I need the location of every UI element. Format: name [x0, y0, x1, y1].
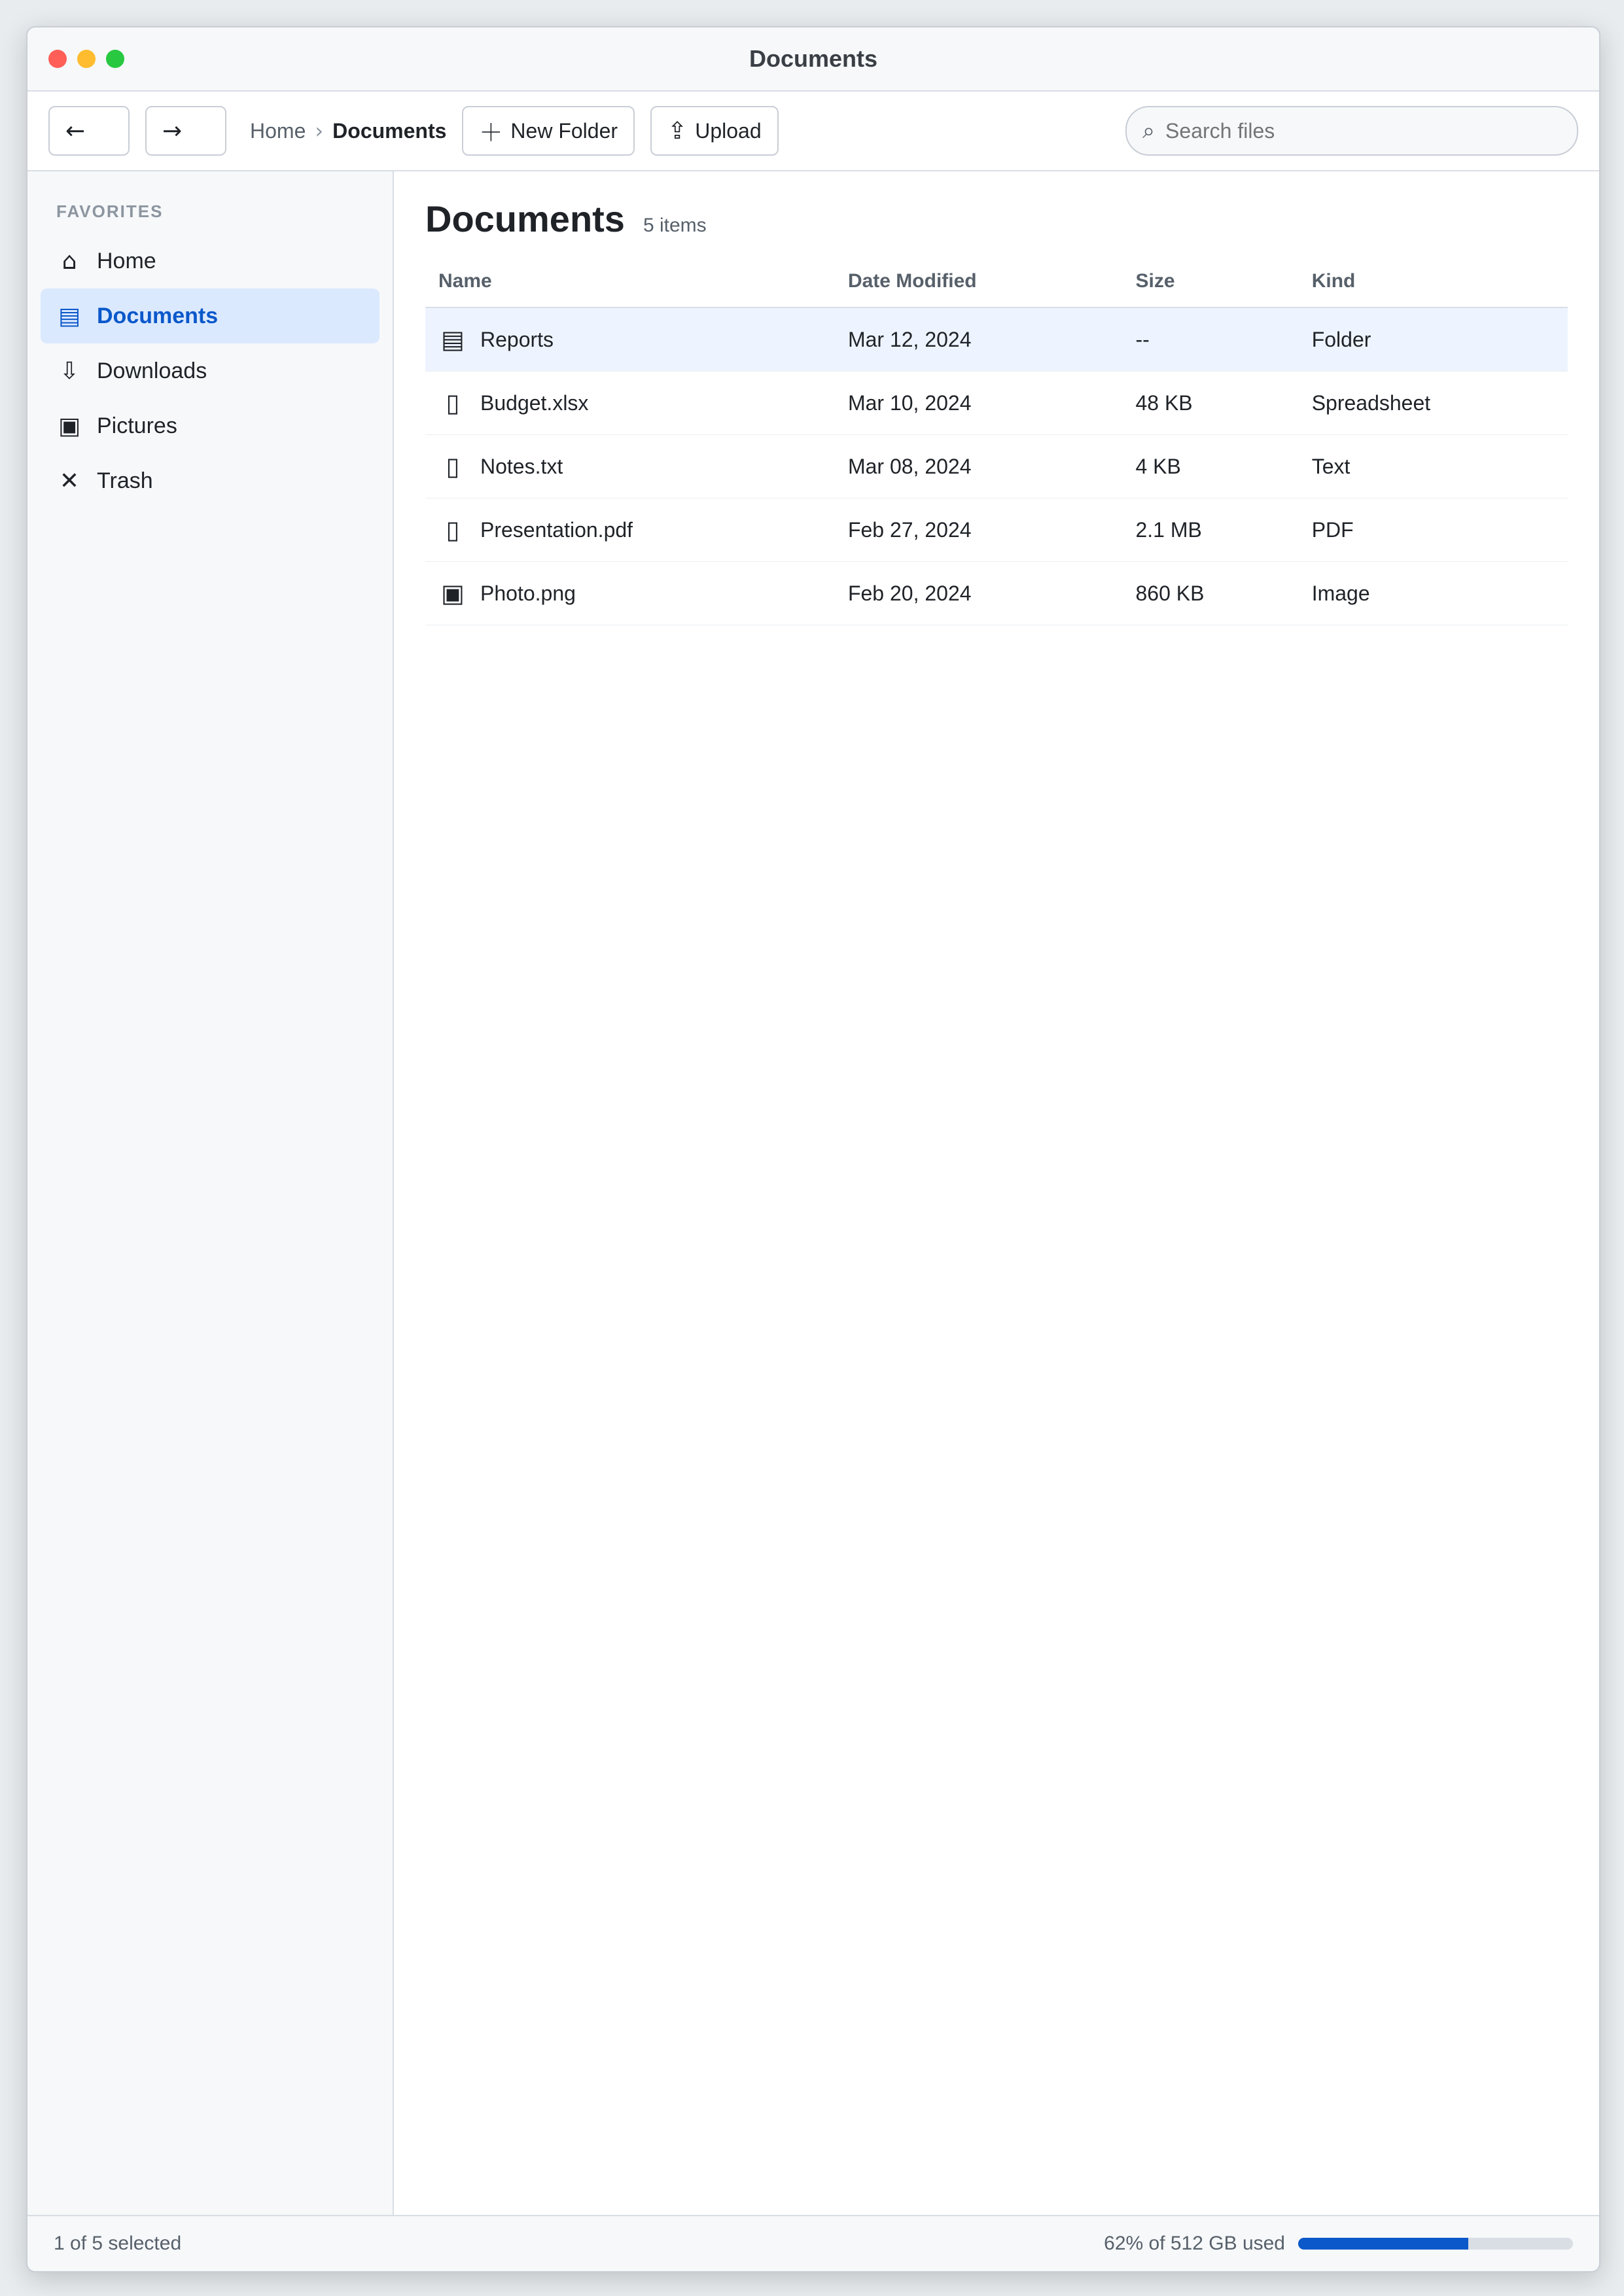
- table-row[interactable]: [425, 498, 1568, 562]
- breadcrumb-item-documents[interactable]: Documents: [332, 118, 447, 143]
- table-row[interactable]: [425, 307, 1568, 372]
- file-size: --: [1122, 307, 1298, 372]
- trash-icon: ✕: [59, 467, 80, 495]
- folder-icon: ▤: [58, 302, 80, 330]
- column-header-kind[interactable]: Kind: [1299, 256, 1568, 307]
- sidebar-item-documents[interactable]: [41, 288, 380, 343]
- sidebar-item-trash[interactable]: [41, 453, 380, 508]
- table-row[interactable]: [425, 562, 1568, 625]
- upload-icon: ⇪: [667, 117, 688, 145]
- window-controls: [48, 50, 124, 68]
- file-name: Notes.txt: [480, 454, 563, 478]
- column-header-name[interactable]: Name: [425, 256, 835, 307]
- status-bar: [27, 2215, 1599, 2271]
- sidebar-item-downloads[interactable]: [41, 343, 380, 398]
- new-folder-button[interactable]: [462, 106, 635, 156]
- sidebar-item-home[interactable]: [41, 234, 380, 288]
- window-title: Documents: [749, 45, 878, 72]
- file-kind: Folder: [1299, 307, 1568, 372]
- file-manager-window: [26, 26, 1600, 2272]
- folder-icon: ▤: [441, 325, 465, 354]
- storage-bar-fill: [1298, 2238, 1468, 2250]
- main-panel: [394, 171, 1599, 2215]
- page-title: Documents: [425, 198, 625, 239]
- file-date: Feb 20, 2024: [835, 562, 1123, 625]
- column-header-date[interactable]: Date Modified: [835, 256, 1123, 307]
- storage-label: 62% of 512 GB used: [1104, 2233, 1285, 2254]
- back-button[interactable]: [48, 106, 130, 156]
- file-size: 2.1 MB: [1122, 498, 1298, 562]
- file-size: 48 KB: [1122, 372, 1298, 435]
- file-kind: Spreadsheet: [1299, 372, 1568, 435]
- file-name: Presentation.pdf: [480, 517, 633, 542]
- column-header-size[interactable]: Size: [1122, 256, 1298, 307]
- search-input[interactable]: [1164, 118, 1561, 144]
- sidebar-item-pictures[interactable]: [41, 398, 380, 453]
- home-icon: ⌂: [62, 247, 77, 275]
- close-window-button[interactable]: [48, 50, 67, 68]
- sidebar-item-label: Pictures: [97, 413, 177, 438]
- file-name: Photo.png: [480, 581, 576, 605]
- file-name: Reports: [480, 327, 554, 351]
- folder-plus-icon: ＋: [479, 119, 503, 147]
- file-kind: Text: [1299, 435, 1568, 498]
- forward-button[interactable]: [145, 106, 226, 156]
- file-kind: Image: [1299, 562, 1568, 625]
- upload-button[interactable]: [650, 106, 779, 156]
- item-count: 5 items: [643, 215, 707, 236]
- file-date: Feb 27, 2024: [835, 498, 1123, 562]
- sidebar-item-label: Home: [97, 248, 156, 273]
- file-size: 860 KB: [1122, 562, 1298, 625]
- image-icon: ▣: [441, 579, 465, 608]
- breadcrumb: [250, 118, 446, 143]
- file-table: [425, 256, 1568, 625]
- sidebar: [27, 171, 394, 2215]
- minimize-window-button[interactable]: [77, 50, 96, 68]
- table-row[interactable]: [425, 372, 1568, 435]
- file-size: 4 KB: [1122, 435, 1298, 498]
- storage-bar: [1298, 2238, 1573, 2250]
- file-icon: ▯: [446, 452, 460, 481]
- storage-indicator: [1104, 2233, 1573, 2255]
- sidebar-heading: FAVORITES: [56, 201, 164, 221]
- file-kind: PDF: [1299, 498, 1568, 562]
- search-box: [1125, 106, 1578, 156]
- main-header: [394, 171, 1599, 256]
- breadcrumb-item-home[interactable]: Home: [250, 118, 306, 143]
- sidebar-item-label: Trash: [97, 468, 153, 493]
- file-icon: ▯: [446, 389, 460, 417]
- arrow-left-icon: ←: [65, 117, 86, 145]
- download-icon: ⇩: [59, 357, 80, 385]
- title-bar: [27, 27, 1599, 92]
- upload-label: Upload: [695, 118, 762, 143]
- image-icon: ▣: [58, 412, 80, 440]
- table-header-row: [425, 256, 1568, 307]
- sidebar-item-label: Downloads: [97, 358, 207, 383]
- file-date: Mar 08, 2024: [835, 435, 1123, 498]
- maximize-window-button[interactable]: [106, 50, 124, 68]
- search-icon: ⌕: [1142, 118, 1156, 144]
- file-date: Mar 10, 2024: [835, 372, 1123, 435]
- table-row[interactable]: [425, 435, 1568, 498]
- selection-status: 1 of 5 selected: [54, 2233, 182, 2254]
- content-area: [27, 171, 1599, 2215]
- sidebar-item-label: Documents: [97, 303, 219, 328]
- toolbar: [27, 92, 1599, 171]
- file-name: Budget.xlsx: [480, 391, 589, 415]
- file-date: Mar 12, 2024: [835, 307, 1123, 372]
- new-folder-label: New Folder: [510, 118, 618, 143]
- chevron-right-icon: ›: [315, 118, 324, 143]
- arrow-right-icon: →: [162, 117, 183, 145]
- file-icon: ▯: [446, 515, 460, 544]
